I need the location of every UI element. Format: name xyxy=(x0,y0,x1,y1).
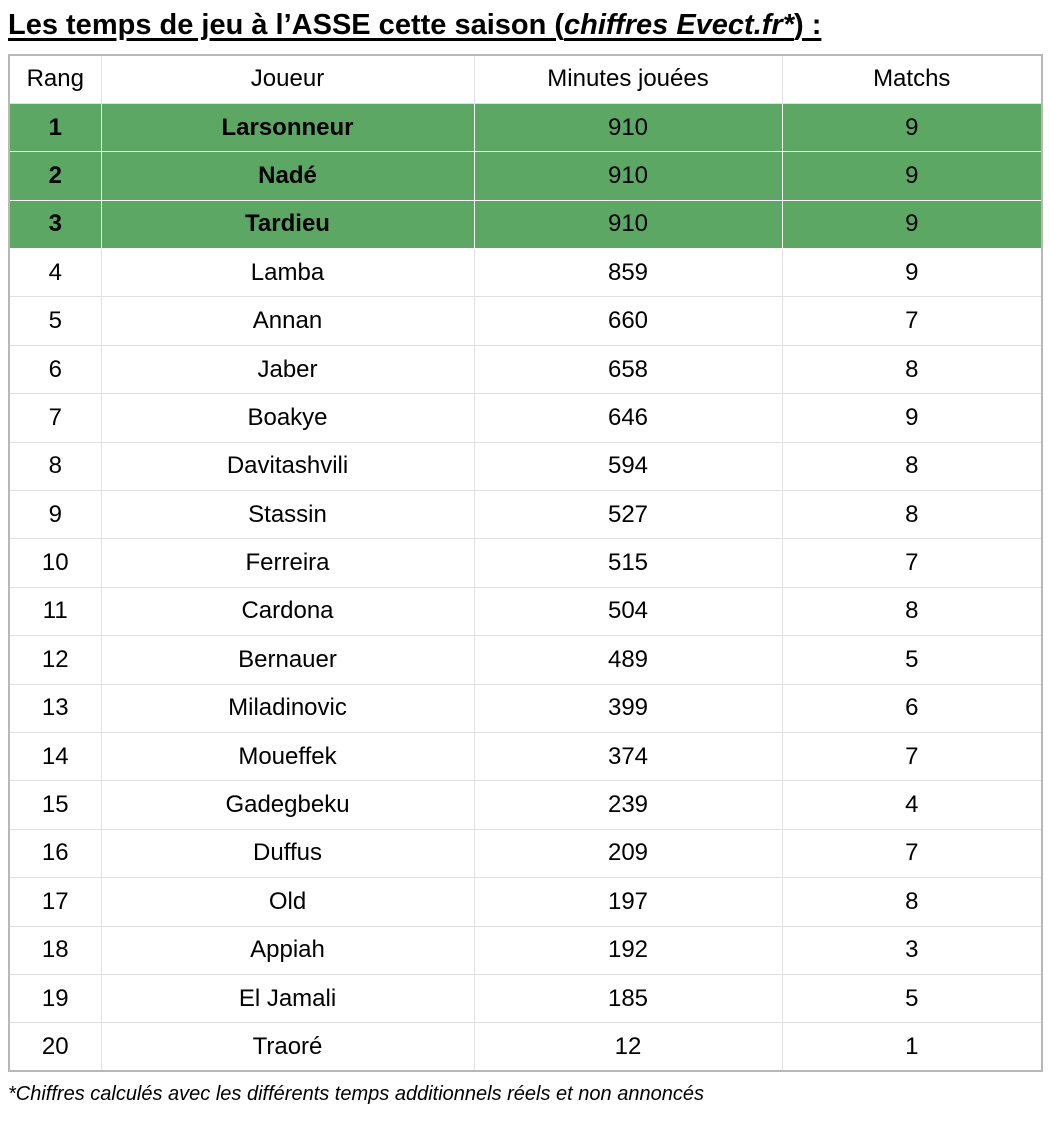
table-row xyxy=(9,684,1042,732)
cell-minutes: 209 xyxy=(474,829,782,877)
cell-minutes: 910 xyxy=(474,200,782,248)
table-row xyxy=(9,974,1042,1022)
cell-matches: 5 xyxy=(782,636,1042,684)
cell-minutes: 374 xyxy=(474,732,782,780)
table-row xyxy=(9,152,1042,200)
cell-rank: 1 xyxy=(9,103,101,151)
table-row xyxy=(9,781,1042,829)
cell-minutes: 515 xyxy=(474,539,782,587)
cell-minutes: 646 xyxy=(474,394,782,442)
cell-rank: 7 xyxy=(9,394,101,442)
table-row xyxy=(9,297,1042,345)
cell-rank: 10 xyxy=(9,539,101,587)
cell-player: Duffus xyxy=(101,829,474,877)
cell-player: Jaber xyxy=(101,345,474,393)
cell-player: Lamba xyxy=(101,249,474,297)
cell-rank: 14 xyxy=(9,732,101,780)
cell-minutes: 910 xyxy=(474,103,782,151)
cell-matches: 7 xyxy=(782,539,1042,587)
cell-rank: 13 xyxy=(9,684,101,732)
cell-minutes: 192 xyxy=(474,926,782,974)
table-row xyxy=(9,200,1042,248)
cell-minutes: 660 xyxy=(474,297,782,345)
cell-rank: 2 xyxy=(9,152,101,200)
cell-matches: 8 xyxy=(782,491,1042,539)
cell-minutes: 658 xyxy=(474,345,782,393)
cell-rank: 3 xyxy=(9,200,101,248)
cell-matches: 9 xyxy=(782,249,1042,297)
cell-matches: 8 xyxy=(782,587,1042,635)
cell-rank: 20 xyxy=(9,1023,101,1071)
cell-minutes: 185 xyxy=(474,974,782,1022)
table-row xyxy=(9,636,1042,684)
cell-minutes: 239 xyxy=(474,781,782,829)
title-source-italic: chiffres Evect.fr* xyxy=(564,9,794,41)
cell-matches: 9 xyxy=(782,103,1042,151)
cell-minutes: 12 xyxy=(474,1023,782,1071)
cell-rank: 12 xyxy=(9,636,101,684)
cell-matches: 7 xyxy=(782,829,1042,877)
title-suffix: ) : xyxy=(794,9,822,41)
table-row xyxy=(9,249,1042,297)
cell-minutes: 527 xyxy=(474,491,782,539)
cell-matches: 8 xyxy=(782,442,1042,490)
cell-rank: 9 xyxy=(9,491,101,539)
title-prefix: Les temps de jeu à l’ASSE cette saison ( xyxy=(8,9,565,41)
cell-player: Annan xyxy=(101,297,474,345)
playing-time-table xyxy=(8,54,1043,1072)
cell-matches: 1 xyxy=(782,1023,1042,1071)
cell-matches: 9 xyxy=(782,152,1042,200)
cell-player: Boakye xyxy=(101,394,474,442)
cell-matches: 3 xyxy=(782,926,1042,974)
table-row xyxy=(9,539,1042,587)
column-header-minutes: Minutes jouées xyxy=(474,55,782,103)
cell-player: Miladinovic xyxy=(101,684,474,732)
table-row xyxy=(9,926,1042,974)
cell-player: Gadegbeku xyxy=(101,781,474,829)
cell-matches: 9 xyxy=(782,394,1042,442)
column-header-rang: Rang xyxy=(9,55,101,103)
cell-player: El Jamali xyxy=(101,974,474,1022)
cell-minutes: 489 xyxy=(474,636,782,684)
header-row xyxy=(9,55,1042,103)
table-row xyxy=(9,732,1042,780)
cell-matches: 9 xyxy=(782,200,1042,248)
cell-player: Nadé xyxy=(101,152,474,200)
cell-rank: 15 xyxy=(9,781,101,829)
cell-matches: 8 xyxy=(782,878,1042,926)
cell-minutes: 197 xyxy=(474,878,782,926)
table-header xyxy=(9,55,1042,103)
cell-minutes: 594 xyxy=(474,442,782,490)
column-header-matchs: Matchs xyxy=(782,55,1042,103)
cell-player: Old xyxy=(101,878,474,926)
cell-rank: 5 xyxy=(9,297,101,345)
cell-rank: 6 xyxy=(9,345,101,393)
cell-rank: 11 xyxy=(9,587,101,635)
cell-matches: 7 xyxy=(782,732,1042,780)
cell-matches: 5 xyxy=(782,974,1042,1022)
table-row xyxy=(9,1023,1042,1071)
cell-matches: 8 xyxy=(782,345,1042,393)
cell-player: Cardona xyxy=(101,587,474,635)
cell-player: Ferreira xyxy=(101,539,474,587)
table-row xyxy=(9,587,1042,635)
cell-minutes: 910 xyxy=(474,152,782,200)
table-row xyxy=(9,878,1042,926)
cell-rank: 4 xyxy=(9,249,101,297)
cell-player: Tardieu xyxy=(101,200,474,248)
cell-rank: 16 xyxy=(9,829,101,877)
cell-player: Stassin xyxy=(101,491,474,539)
cell-matches: 4 xyxy=(782,781,1042,829)
cell-rank: 17 xyxy=(9,878,101,926)
table-row xyxy=(9,394,1042,442)
table-row xyxy=(9,442,1042,490)
cell-minutes: 859 xyxy=(474,249,782,297)
cell-matches: 6 xyxy=(782,684,1042,732)
page-title xyxy=(8,6,1042,44)
table-row xyxy=(9,491,1042,539)
cell-player: Bernauer xyxy=(101,636,474,684)
cell-matches: 7 xyxy=(782,297,1042,345)
cell-player: Appiah xyxy=(101,926,474,974)
cell-minutes: 504 xyxy=(474,587,782,635)
footnote: *Chiffres calculés avec les différents temps additionnels réels et non annoncés xyxy=(8,1083,704,1106)
cell-rank: 18 xyxy=(9,926,101,974)
cell-minutes: 399 xyxy=(474,684,782,732)
column-header-joueur: Joueur xyxy=(101,55,474,103)
cell-player: Traoré xyxy=(101,1023,474,1071)
cell-rank: 19 xyxy=(9,974,101,1022)
table-row xyxy=(9,829,1042,877)
cell-player: Larsonneur xyxy=(101,103,474,151)
table-body xyxy=(9,103,1042,1071)
cell-player: Moueffek xyxy=(101,732,474,780)
table-row xyxy=(9,103,1042,151)
cell-player: Davitashvili xyxy=(101,442,474,490)
table-row xyxy=(9,345,1042,393)
cell-rank: 8 xyxy=(9,442,101,490)
